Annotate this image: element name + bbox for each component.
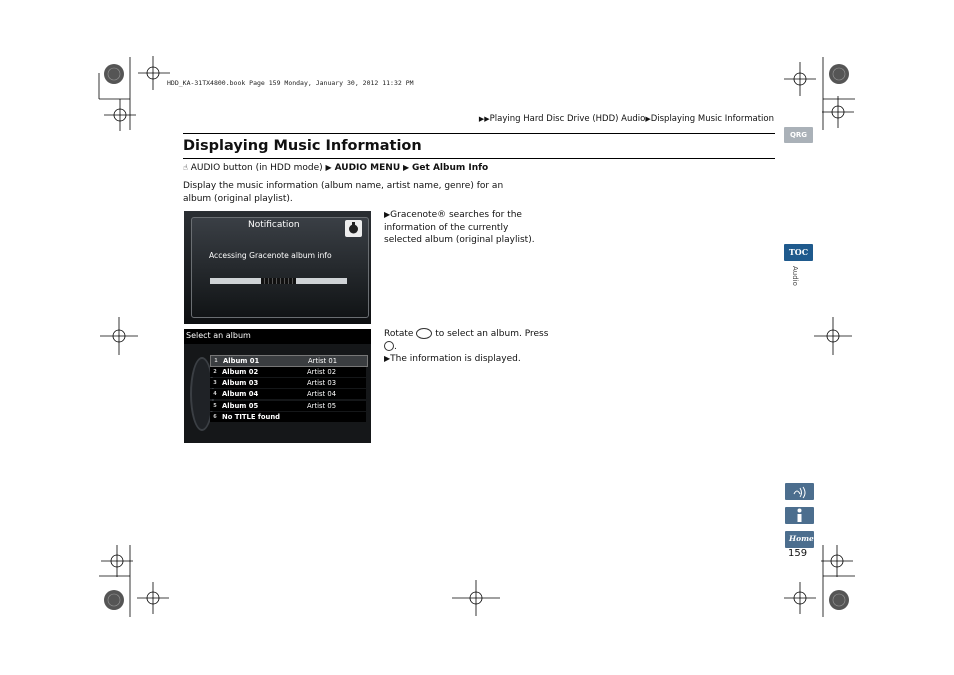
album-name: No TITLE found	[222, 413, 281, 421]
list-number: 6	[213, 414, 217, 420]
list-number: 5	[213, 403, 217, 409]
breadcrumb-part2[interactable]: Displaying Music Information	[650, 114, 774, 124]
album-name: Album 02	[222, 368, 259, 376]
description: Display the music information (album name, artist name, genre) for an album (original playlist).	[183, 181, 504, 204]
artist-name: Artist 03	[307, 379, 337, 387]
rotate-label: Rotate	[384, 329, 414, 339]
page-title: Displaying Music Information	[183, 138, 422, 154]
album-list-screen	[184, 329, 371, 443]
menu-path	[183, 163, 488, 173]
result-text: The information is displayed.	[390, 354, 521, 365]
album-list-header	[184, 329, 371, 344]
arrow-icon: ▶	[325, 163, 332, 172]
home-tab[interactable]	[785, 531, 814, 548]
menu-path-start: AUDIO button (in HDD mode)	[190, 163, 323, 173]
breadcrumb-separator: ▶	[645, 115, 651, 123]
toc-tab[interactable]: TOC	[784, 244, 813, 261]
notification-title: Notification	[248, 220, 300, 230]
list-number: 3	[213, 380, 217, 386]
breadcrumb-part1[interactable]: Playing Hard Disc Drive (HDD) Audio	[489, 114, 646, 124]
section-label: Audio	[791, 266, 799, 286]
artist-name: Artist 01	[308, 357, 338, 365]
arrow-icon: ▶	[384, 354, 391, 364]
note-select-album: Rotate to select an album. Press . ▶The information is displayed.	[384, 329, 549, 365]
album-name: Album 01	[223, 357, 260, 365]
artist-name: Artist 04	[307, 390, 337, 398]
info-tab[interactable]	[785, 507, 814, 524]
interface-dial-rotate-icon	[416, 328, 432, 339]
list-item[interactable]	[210, 355, 368, 367]
header-rule	[183, 133, 775, 134]
album-name: Album 03	[222, 379, 259, 387]
interface-dial-press-icon	[384, 341, 394, 351]
list-item[interactable]	[210, 401, 366, 411]
notification-dialog	[191, 217, 369, 318]
artist-name: Artist 05	[307, 402, 337, 410]
voice-command-icon	[785, 483, 814, 500]
progress-bar	[210, 278, 347, 284]
album-name: Album 05	[222, 402, 259, 410]
page-number: 159	[788, 548, 808, 559]
book-header: HDD_KA-31TX4800.book Page 159 Monday, January 30, 2012 11:32 PM	[167, 79, 414, 87]
note-gracenote-text: Gracenote® searches for the information of the currently selected album (original playlist).	[384, 210, 535, 246]
breadcrumb	[479, 114, 774, 124]
rotate-instruction: to select an album. Press	[435, 329, 549, 339]
info-icon	[785, 507, 814, 524]
title-rule	[183, 158, 775, 159]
menu-path-step2: Get Album Info	[412, 163, 489, 173]
progress-bar-fill	[261, 278, 297, 284]
home-label: Home	[789, 534, 814, 543]
album-list	[210, 355, 366, 429]
gracenote-logo-icon	[345, 220, 362, 237]
qrg-tab[interactable]: QRG	[784, 127, 813, 143]
arrow-icon: ▶	[403, 163, 410, 172]
breadcrumb-arrows: ▶▶	[478, 115, 490, 123]
album-name: Album 04	[222, 390, 259, 398]
arrow-icon: ▶	[384, 210, 391, 219]
artist-name: Artist 02	[307, 368, 337, 376]
list-number: 2	[213, 369, 217, 375]
menu-path-step1: AUDIO MENU	[334, 163, 401, 173]
list-item[interactable]	[210, 378, 366, 388]
album-list-title: Select an album	[186, 331, 251, 340]
voice-command-tab[interactable]	[785, 483, 814, 500]
list-item[interactable]	[210, 412, 366, 422]
list-number: 4	[213, 391, 217, 397]
notification-message: Accessing Gracenote album info	[209, 251, 332, 260]
hand-pointer-icon: ☝	[183, 163, 188, 172]
list-item[interactable]	[210, 389, 366, 399]
list-item[interactable]	[210, 367, 366, 377]
list-number: 1	[214, 358, 218, 364]
note-gracenote	[384, 209, 544, 247]
